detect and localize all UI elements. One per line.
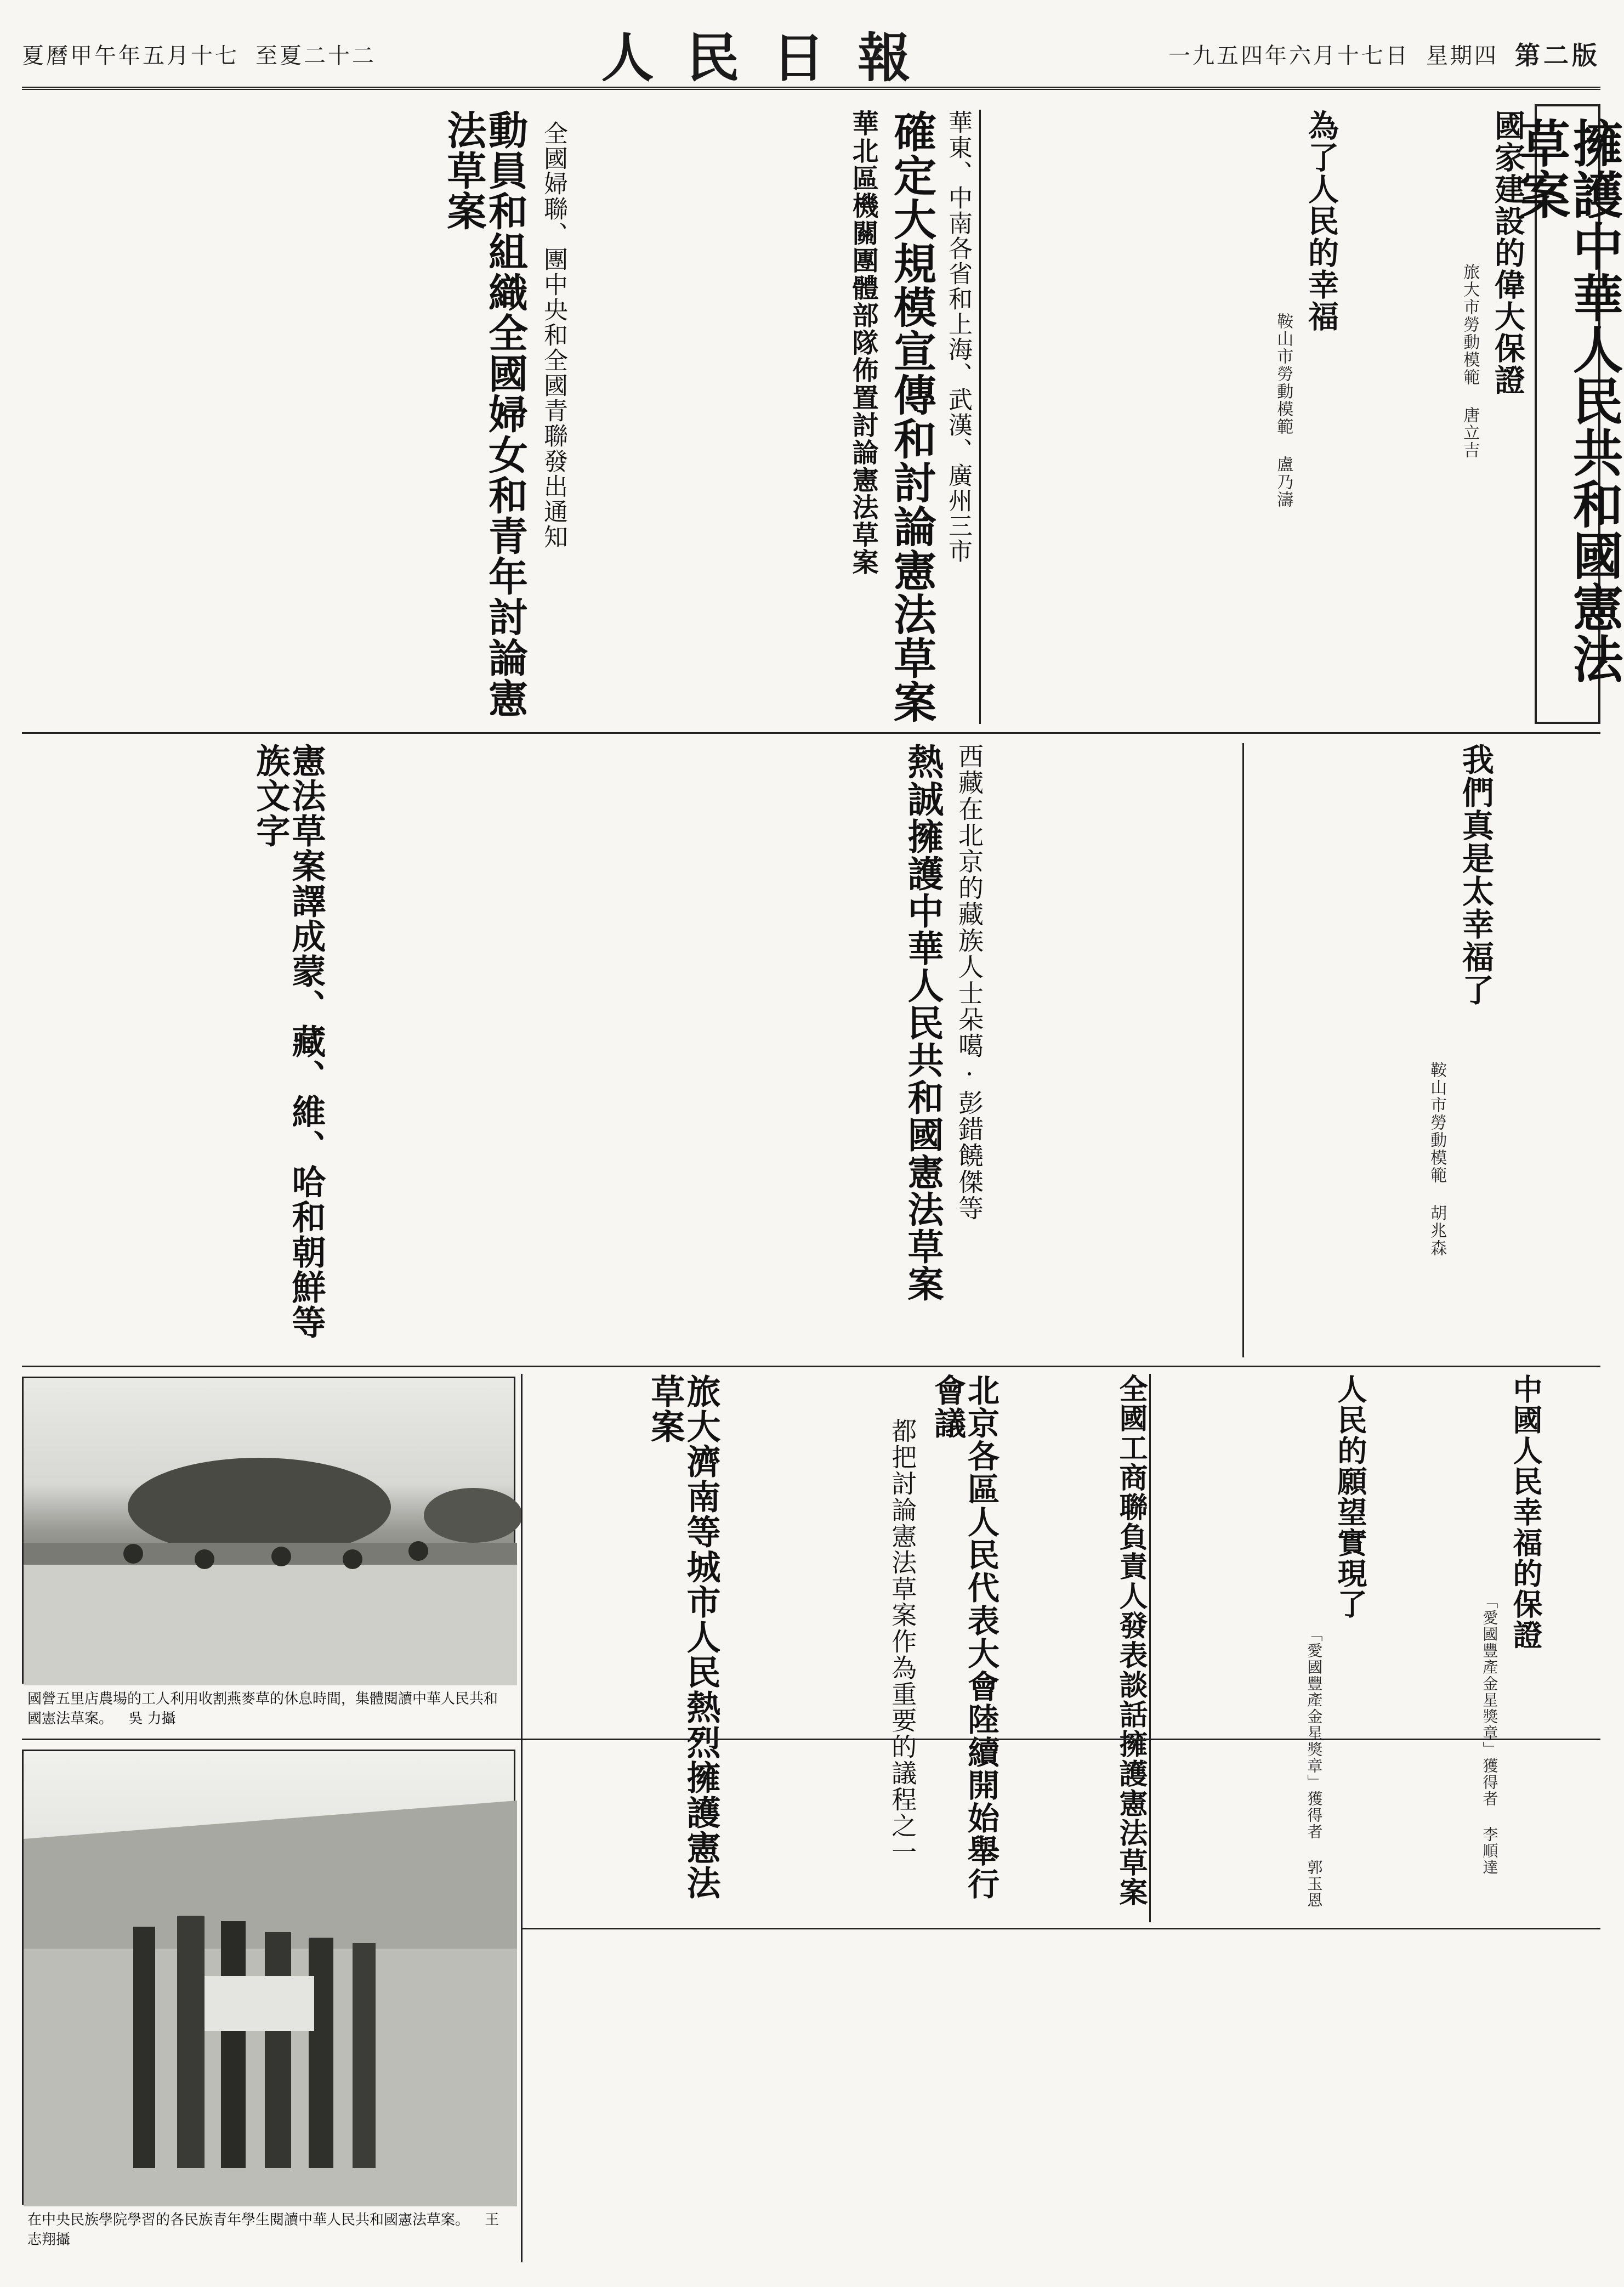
article-body-placeholder: [729, 1374, 751, 1922]
column-rule: [1242, 743, 1244, 1357]
article-happiness-guarantee: [1436, 1374, 1600, 1922]
article-body-placeholder: [22, 110, 433, 724]
article-body-placeholder: [1250, 743, 1415, 1357]
article-byline: 鞍山市勞動模範 盧乃濤: [1274, 313, 1293, 508]
solar-term: 至夏二十二: [255, 43, 376, 69]
article-title: 熱誠擁護中華人民共和國憲法草案: [901, 743, 944, 1303]
masthead-right: [1168, 36, 1600, 72]
article-wish-realized: [1156, 1374, 1430, 1922]
page-number: 第二版: [1515, 41, 1600, 70]
article-body-placeholder: [997, 743, 1239, 1357]
column-rule: [979, 110, 981, 724]
article-body-placeholder: [1156, 1374, 1293, 1922]
article-title: 國家建設的偉大保證: [1490, 110, 1526, 396]
article-byline: 旅大市勞動模範 唐立吉: [1460, 263, 1480, 459]
article-national-construction: [1343, 110, 1524, 724]
article-title: 中國人民幸福的保證: [1508, 1374, 1543, 1650]
article-byline: 「愛國豐產金星獎章」獲得者 郭玉恩: [1305, 1626, 1324, 1909]
article-propaganda-discussion: [619, 110, 975, 724]
column-rule: [1149, 1374, 1151, 1922]
article-subtitle: 全國婦聯、團中央和全國青聯發出通知: [540, 121, 567, 550]
article-body-placeholder: [526, 743, 894, 1357]
article-subtitle-top: 華東、中南各省和上海、武漢、廣州三市: [944, 110, 972, 564]
article-title: 我們真是太幸福了: [1457, 743, 1494, 1006]
photo-minority-students-image: [24, 1751, 517, 2206]
column-rule: [521, 1374, 523, 2262]
photo-farm-workers-image: [24, 1378, 517, 1685]
article-body-placeholder: [986, 110, 1261, 724]
photo-farm-workers: [22, 1377, 515, 1684]
caption-text: 在中央民族學院學習的各民族青年學生閱讀中華人民共和國憲法草案。: [27, 2212, 470, 2228]
article-title: 人民的願望實現了: [1333, 1374, 1368, 1620]
article-commerce-federation: [1003, 1374, 1148, 1922]
article-body-placeholder: [1376, 1374, 1430, 1922]
article-women-youth: [22, 110, 614, 724]
article-subtitle: 西藏在北京的藏族人士朵噶·彭錯饒傑等: [955, 743, 984, 1221]
photo-minority-students: [22, 1750, 515, 2205]
article-title: 旅大濟南等城市人民熱烈擁護憲法草案: [645, 1374, 721, 1900]
lead-title: 擁護中華人民共和國憲法草案: [1512, 117, 1624, 684]
article-subtitle-bottom: 華北區機關團體部隊佈置討論憲法草案: [848, 110, 879, 576]
article-translations: [22, 743, 520, 1357]
article-title: 北京各區人民代表大會陸續開始舉行會議: [929, 1374, 1000, 1900]
article-so-happy: [1250, 743, 1600, 1357]
photo-farm-workers-caption: [27, 1689, 510, 1729]
masthead-left: [22, 38, 376, 70]
article-body-placeholder: [1343, 110, 1447, 724]
weekday: 星期四: [1426, 43, 1498, 69]
article-body-placeholder: [1502, 743, 1600, 1357]
article-body-placeholder: [1551, 1374, 1600, 1922]
article-body-placeholder: [1003, 1374, 1105, 1922]
article-peoples-happiness: [986, 110, 1337, 724]
masthead: [22, 21, 1600, 90]
article-body-placeholder: [520, 1374, 638, 1922]
article-beijing-congress: [756, 1374, 1000, 1922]
article-title: 全國工商聯負責人發表談話擁護憲法草案: [1114, 1374, 1148, 1907]
section-rule: [22, 1739, 1600, 1740]
lead-banner: [1512, 104, 1624, 724]
article-title: 確定大規模宣傳和討論憲法草案: [887, 110, 936, 724]
lunar-date: 夏曆甲午年五月十七: [22, 43, 239, 69]
article-title: 憲法草案譯成蒙、藏、維、哈和朝鮮等族文字: [250, 743, 326, 1340]
caption-credit: 王志翔攝: [27, 2212, 499, 2248]
article-lushun-jinan: [520, 1374, 751, 1922]
paper-name: 人民日報: [601, 26, 944, 89]
article-byline: 鞍山市勞動模範 胡兆森: [1427, 1061, 1447, 1257]
article-title: 為了人民的幸福: [1303, 110, 1339, 332]
gregorian-date: 一九五四年六月十七日: [1168, 43, 1410, 69]
section-rule: [521, 1928, 1600, 1929]
article-byline: 「愛國豐產金星獎章」獲得者 李順達: [1480, 1593, 1499, 1876]
article-body-placeholder: [756, 1374, 875, 1922]
caption-text: 國營五里店農場的工人利用收割燕麥草的休息時間，集體閱讀中華人民共和國憲法草案。: [27, 1691, 498, 1727]
article-body-placeholder: [334, 743, 520, 1357]
bottom-news-strip: [532, 1936, 1600, 2260]
photo-minority-students-caption: [27, 2210, 510, 2250]
article-body-placeholder: [619, 110, 838, 724]
newspaper-page: [22, 93, 1624, 2265]
article-title: 動員和組織全國婦女和青年討論憲法草案: [440, 110, 529, 718]
section-rule: [22, 1366, 1600, 1367]
article-body-placeholder: [581, 110, 614, 724]
caption-credit: 吳 力攝: [128, 1711, 176, 1727]
article-subtitle: 都把討論憲法草案作為重要的議程之一: [888, 1418, 918, 1865]
article-body-placeholder: [22, 743, 243, 1357]
article-tibetan-support: [526, 743, 1239, 1357]
section-rule: [22, 732, 1600, 734]
